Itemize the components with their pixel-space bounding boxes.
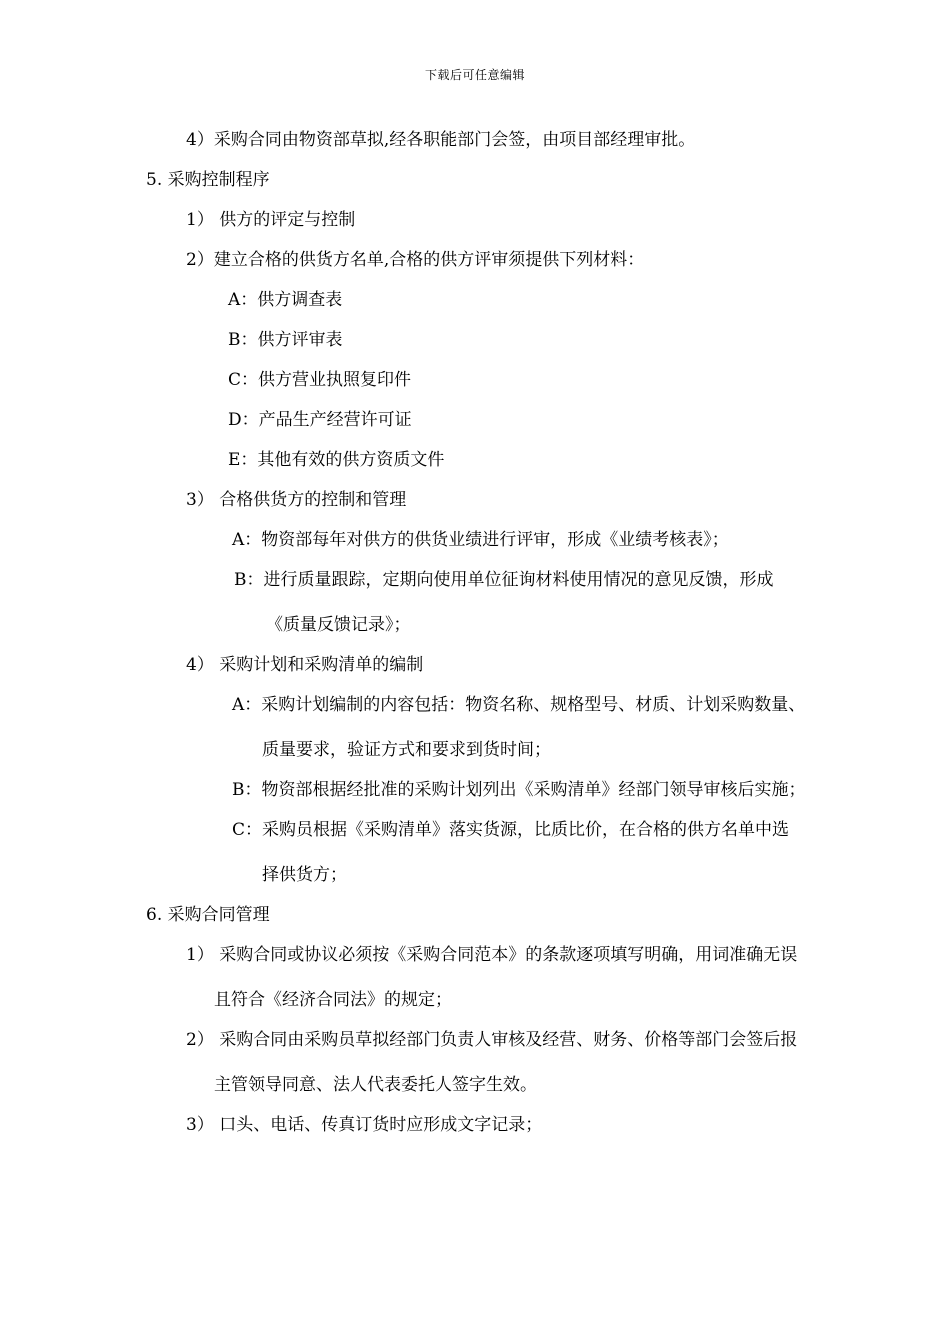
list-item-s5-4c-cont: 择供货方； <box>262 865 347 885</box>
list-item-s5-3b: B：进行质量跟踪，定期向使用单位征询材料使用情况的意见反馈，形成 <box>234 570 774 590</box>
page-header: 下载后可任意编辑 <box>424 68 525 82</box>
list-item-s5-2c: C：供方营业执照复印件 <box>228 370 412 390</box>
paragraph-s5-2: 2）建立合格的供货方名单,合格的供方评审须提供下列材料： <box>186 250 645 270</box>
list-item-s5-4a: A：采购计划编制的内容包括：物资名称、规格型号、材质、计划采购数量、 <box>232 695 806 715</box>
paragraph-s6-1-cont: 且符合《经济合同法》的规定； <box>214 990 452 1010</box>
list-item-s5-2b: B：供方评审表 <box>228 330 343 350</box>
paragraph-s6-2: 2） 采购合同由采购员草拟经部门负责人审核及经营、财务、价格等部门会签后报 <box>186 1030 798 1050</box>
paragraph-s6-2-cont: 主管领导同意、法人代表委托人签字生效。 <box>214 1075 537 1095</box>
list-item-s5-4c: C：采购员根据《采购清单》落实货源，比质比价，在合格的供方名单中选 <box>232 820 790 840</box>
list-item-s5-4b: B：物资部根据经批准的采购计划列出《采购清单》经部门领导审核后实施； <box>232 780 806 800</box>
paragraph-s5-3: 3） 合格供货方的控制和管理 <box>186 490 407 510</box>
paragraph-s6-1: 1） 采购合同或协议必须按《采购合同范本》的条款逐项填写明确，用词准确无误 <box>186 945 798 965</box>
paragraph-s5-4: 4） 采购计划和采购清单的编制 <box>186 655 424 675</box>
list-item-s5-3b-cont: 《质量反馈记录》； <box>266 615 411 635</box>
section-6-title: 6. 采购合同管理 <box>146 905 270 925</box>
list-item-s5-2e: E：其他有效的供方资质文件 <box>228 450 445 470</box>
list-item-s5-3a: A：物资部每年对供方的供货业绩进行评审，形成《业绩考核表》； <box>232 530 729 550</box>
list-item-s5-2d: D：产品生产经营许可证 <box>228 410 412 430</box>
list-item-s5-2a: A：供方调查表 <box>228 290 343 310</box>
list-item-s5-4a-cont: 质量要求，验证方式和要求到货时间； <box>262 740 551 760</box>
paragraph-s5-1: 1） 供方的评定与控制 <box>186 210 356 230</box>
paragraph-item4-contract: 4）采购合同由物资部草拟,经各职能部门会签，由项目部经理审批。 <box>186 130 696 150</box>
section-5-title: 5. 采购控制程序 <box>146 170 270 190</box>
paragraph-s6-3: 3） 口头、电话、传真订货时应形成文字记录； <box>186 1115 543 1135</box>
